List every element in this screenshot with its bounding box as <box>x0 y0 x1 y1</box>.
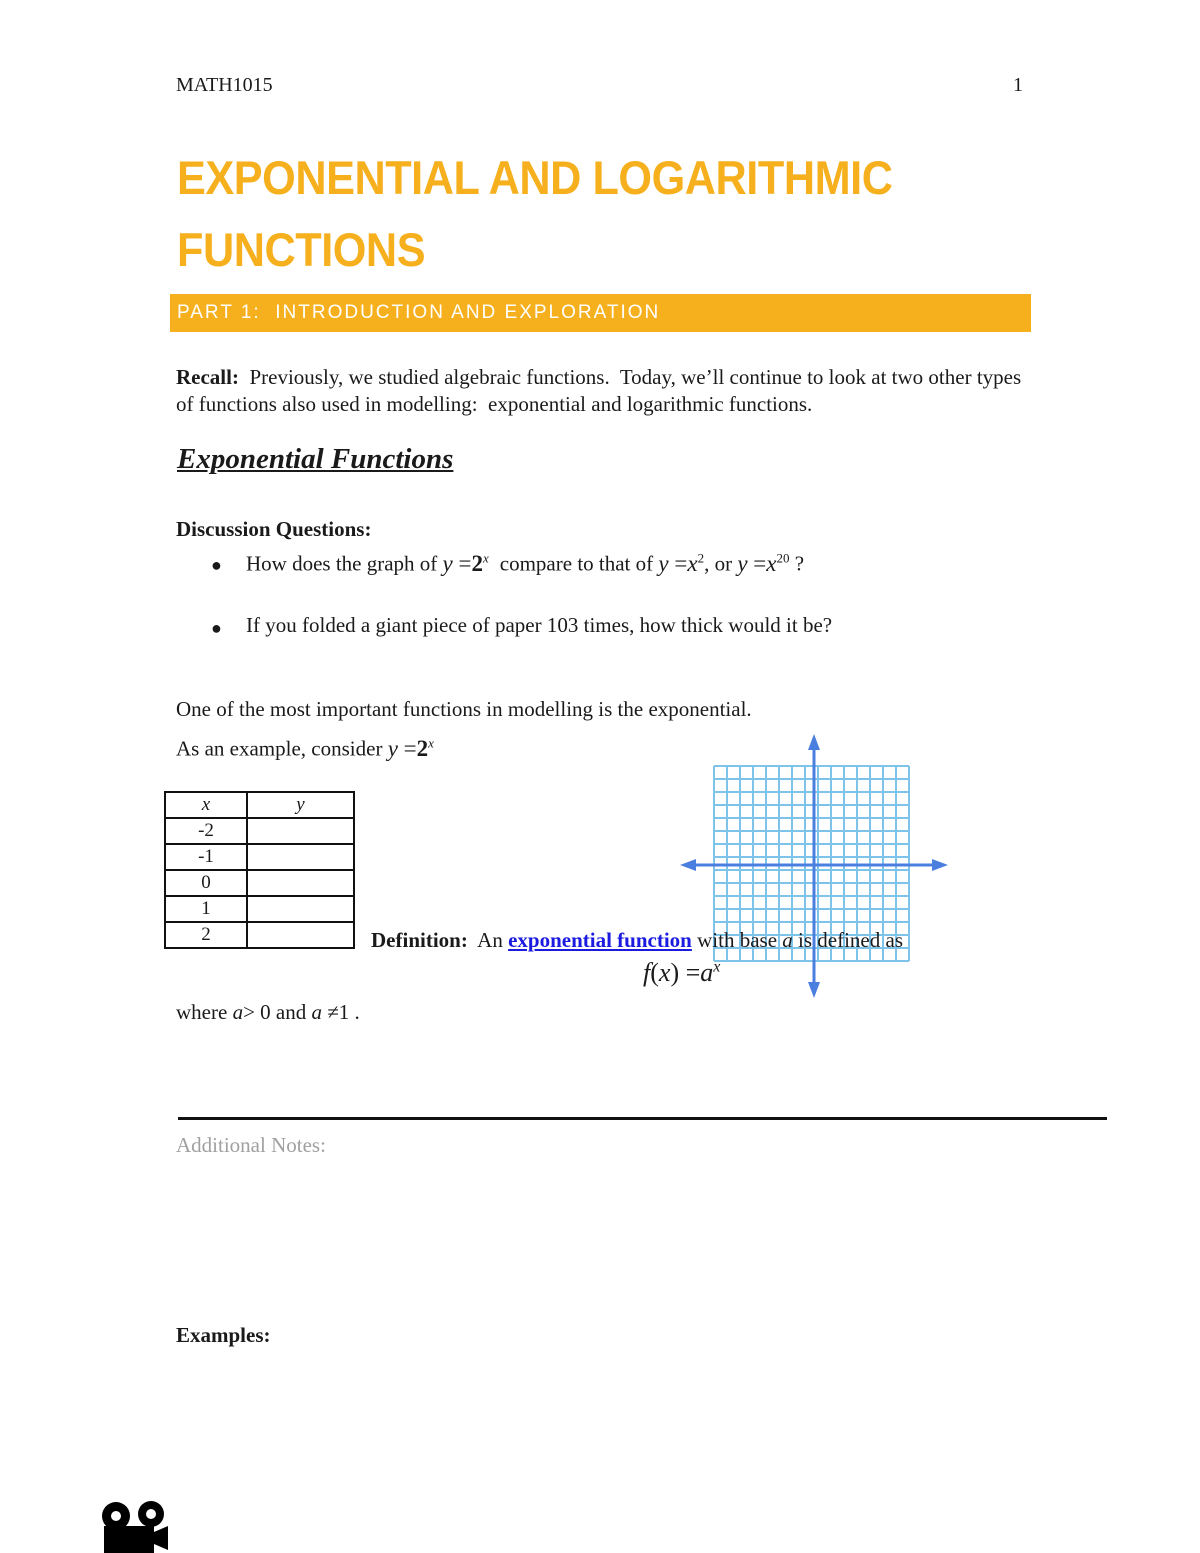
definition-label: Definition: <box>371 928 468 952</box>
course-code: MATH1015 <box>176 74 273 96</box>
bullet-icon: ● <box>211 618 222 638</box>
table-row <box>165 818 354 844</box>
table-cell-y[interactable] <box>247 818 354 844</box>
where-line: where a> 0 and a ≠1 . <box>176 1000 360 1024</box>
recall-text: Previously, we studied algebraic functions. Today, we’ll continue to look at two other types of functions also used in modelling: exponential and logarithmic functions. <box>176 365 1027 416</box>
var-a: a <box>782 928 793 952</box>
gt-zero: > 0 <box>243 1000 271 1024</box>
var-a: a <box>700 958 714 987</box>
table-cell-x: 2 <box>165 922 247 948</box>
equals-sign: = <box>458 550 472 576</box>
var-f: f <box>643 958 651 987</box>
table-cell-y[interactable] <box>247 896 354 922</box>
page-number: 1 <box>1013 74 1023 96</box>
table-header-row <box>165 792 354 818</box>
part-banner-text: PART 1: INTRODUCTION AND EXPLORATION <box>177 302 661 323</box>
base-two: 2 <box>471 550 483 576</box>
question-2: If you folded a giant piece of paper 103 times, how thick would it be? <box>246 613 833 637</box>
table-row <box>165 870 354 896</box>
not-equal-one: ≠1 <box>327 1000 350 1024</box>
recall-paragraph <box>176 364 1036 418</box>
section-heading: Exponential Functions <box>177 443 454 475</box>
definition-post-a: with base <box>691 928 783 952</box>
table-row <box>165 922 354 948</box>
table-cell-y[interactable] <box>247 922 354 948</box>
table-cell-y[interactable] <box>247 844 354 870</box>
formula-y-x2 <box>658 551 704 576</box>
title-line-2: FUNCTIONS <box>177 223 426 276</box>
var-y: y <box>387 735 398 761</box>
table-cell-x: -1 <box>165 844 247 870</box>
table-row <box>165 896 354 922</box>
q1-text-a: How does the graph of <box>246 551 438 576</box>
part-banner <box>170 294 1031 332</box>
intro-text: As an example, consider <box>176 736 383 761</box>
base-two: 2 <box>416 735 429 761</box>
intro-line-1: One of the most important functions in modelling is the exponential. <box>176 697 752 721</box>
var-y: y <box>442 550 453 576</box>
var-a: a <box>232 1000 244 1024</box>
table-cell-x: 0 <box>165 870 247 896</box>
y-axis-down-arrow-icon <box>808 982 820 998</box>
exponent-x: x <box>483 550 489 565</box>
page-title <box>177 142 1005 286</box>
q1-text-c: , or <box>704 551 733 576</box>
definition-line <box>371 928 903 953</box>
formula-y-2x <box>443 551 495 576</box>
exponent-x: x <box>713 958 721 976</box>
exponent-2: 2 <box>697 550 705 565</box>
x-axis-right-arrow-icon <box>932 859 948 871</box>
discussion-label: Discussion Questions: <box>176 517 372 541</box>
table-cell-y[interactable] <box>247 870 354 896</box>
var-y: y <box>737 550 748 576</box>
var-x: x <box>766 550 777 576</box>
formula-fx-ax: $f(x) =a^x$ <box>643 958 721 987</box>
formula-y-2x <box>388 736 434 761</box>
x-axis-left-arrow-icon <box>680 859 696 871</box>
title-line-1: EXPONENTIAL AND LOGARITHMIC <box>177 151 893 204</box>
var-x: x <box>658 958 671 987</box>
bullet-icon: ● <box>211 555 222 575</box>
where-text: where <box>176 1000 228 1024</box>
definition-post-b: is defined as <box>792 928 904 952</box>
and-text: and <box>275 1000 307 1024</box>
y-axis-up-arrow-icon <box>808 734 820 750</box>
table-row <box>165 844 354 870</box>
var-a: a <box>311 1000 322 1024</box>
table-header-y: y <box>247 792 354 818</box>
exponent-20: 20 <box>776 550 790 565</box>
var-y: y <box>658 550 669 576</box>
q1-text-b: compare to that of <box>499 551 654 576</box>
equals-sign: = <box>674 550 688 576</box>
examples-label: Examples: <box>176 1323 271 1347</box>
notes-divider <box>178 1117 1107 1120</box>
table-cell-x: -2 <box>165 818 247 844</box>
equals-sign: = <box>403 735 417 761</box>
additional-notes-label: Additional Notes: <box>176 1133 326 1157</box>
formula-y-x20 <box>737 551 789 576</box>
equals-sign: = <box>753 550 767 576</box>
table-header-x: x <box>165 792 247 818</box>
xy-table <box>164 791 355 949</box>
video-camera-icon <box>96 1500 170 1553</box>
exponent-x: x <box>428 735 434 750</box>
q1-text-d: ? <box>794 551 805 576</box>
var-x: x <box>687 550 698 576</box>
equals-sign: = <box>685 958 701 987</box>
definition-pre: An <box>467 928 509 952</box>
recall-label: Recall: <box>176 365 239 389</box>
table-cell-x: 1 <box>165 896 247 922</box>
exponential-function-link[interactable]: exponential function <box>508 928 692 952</box>
question-1 <box>246 550 804 577</box>
